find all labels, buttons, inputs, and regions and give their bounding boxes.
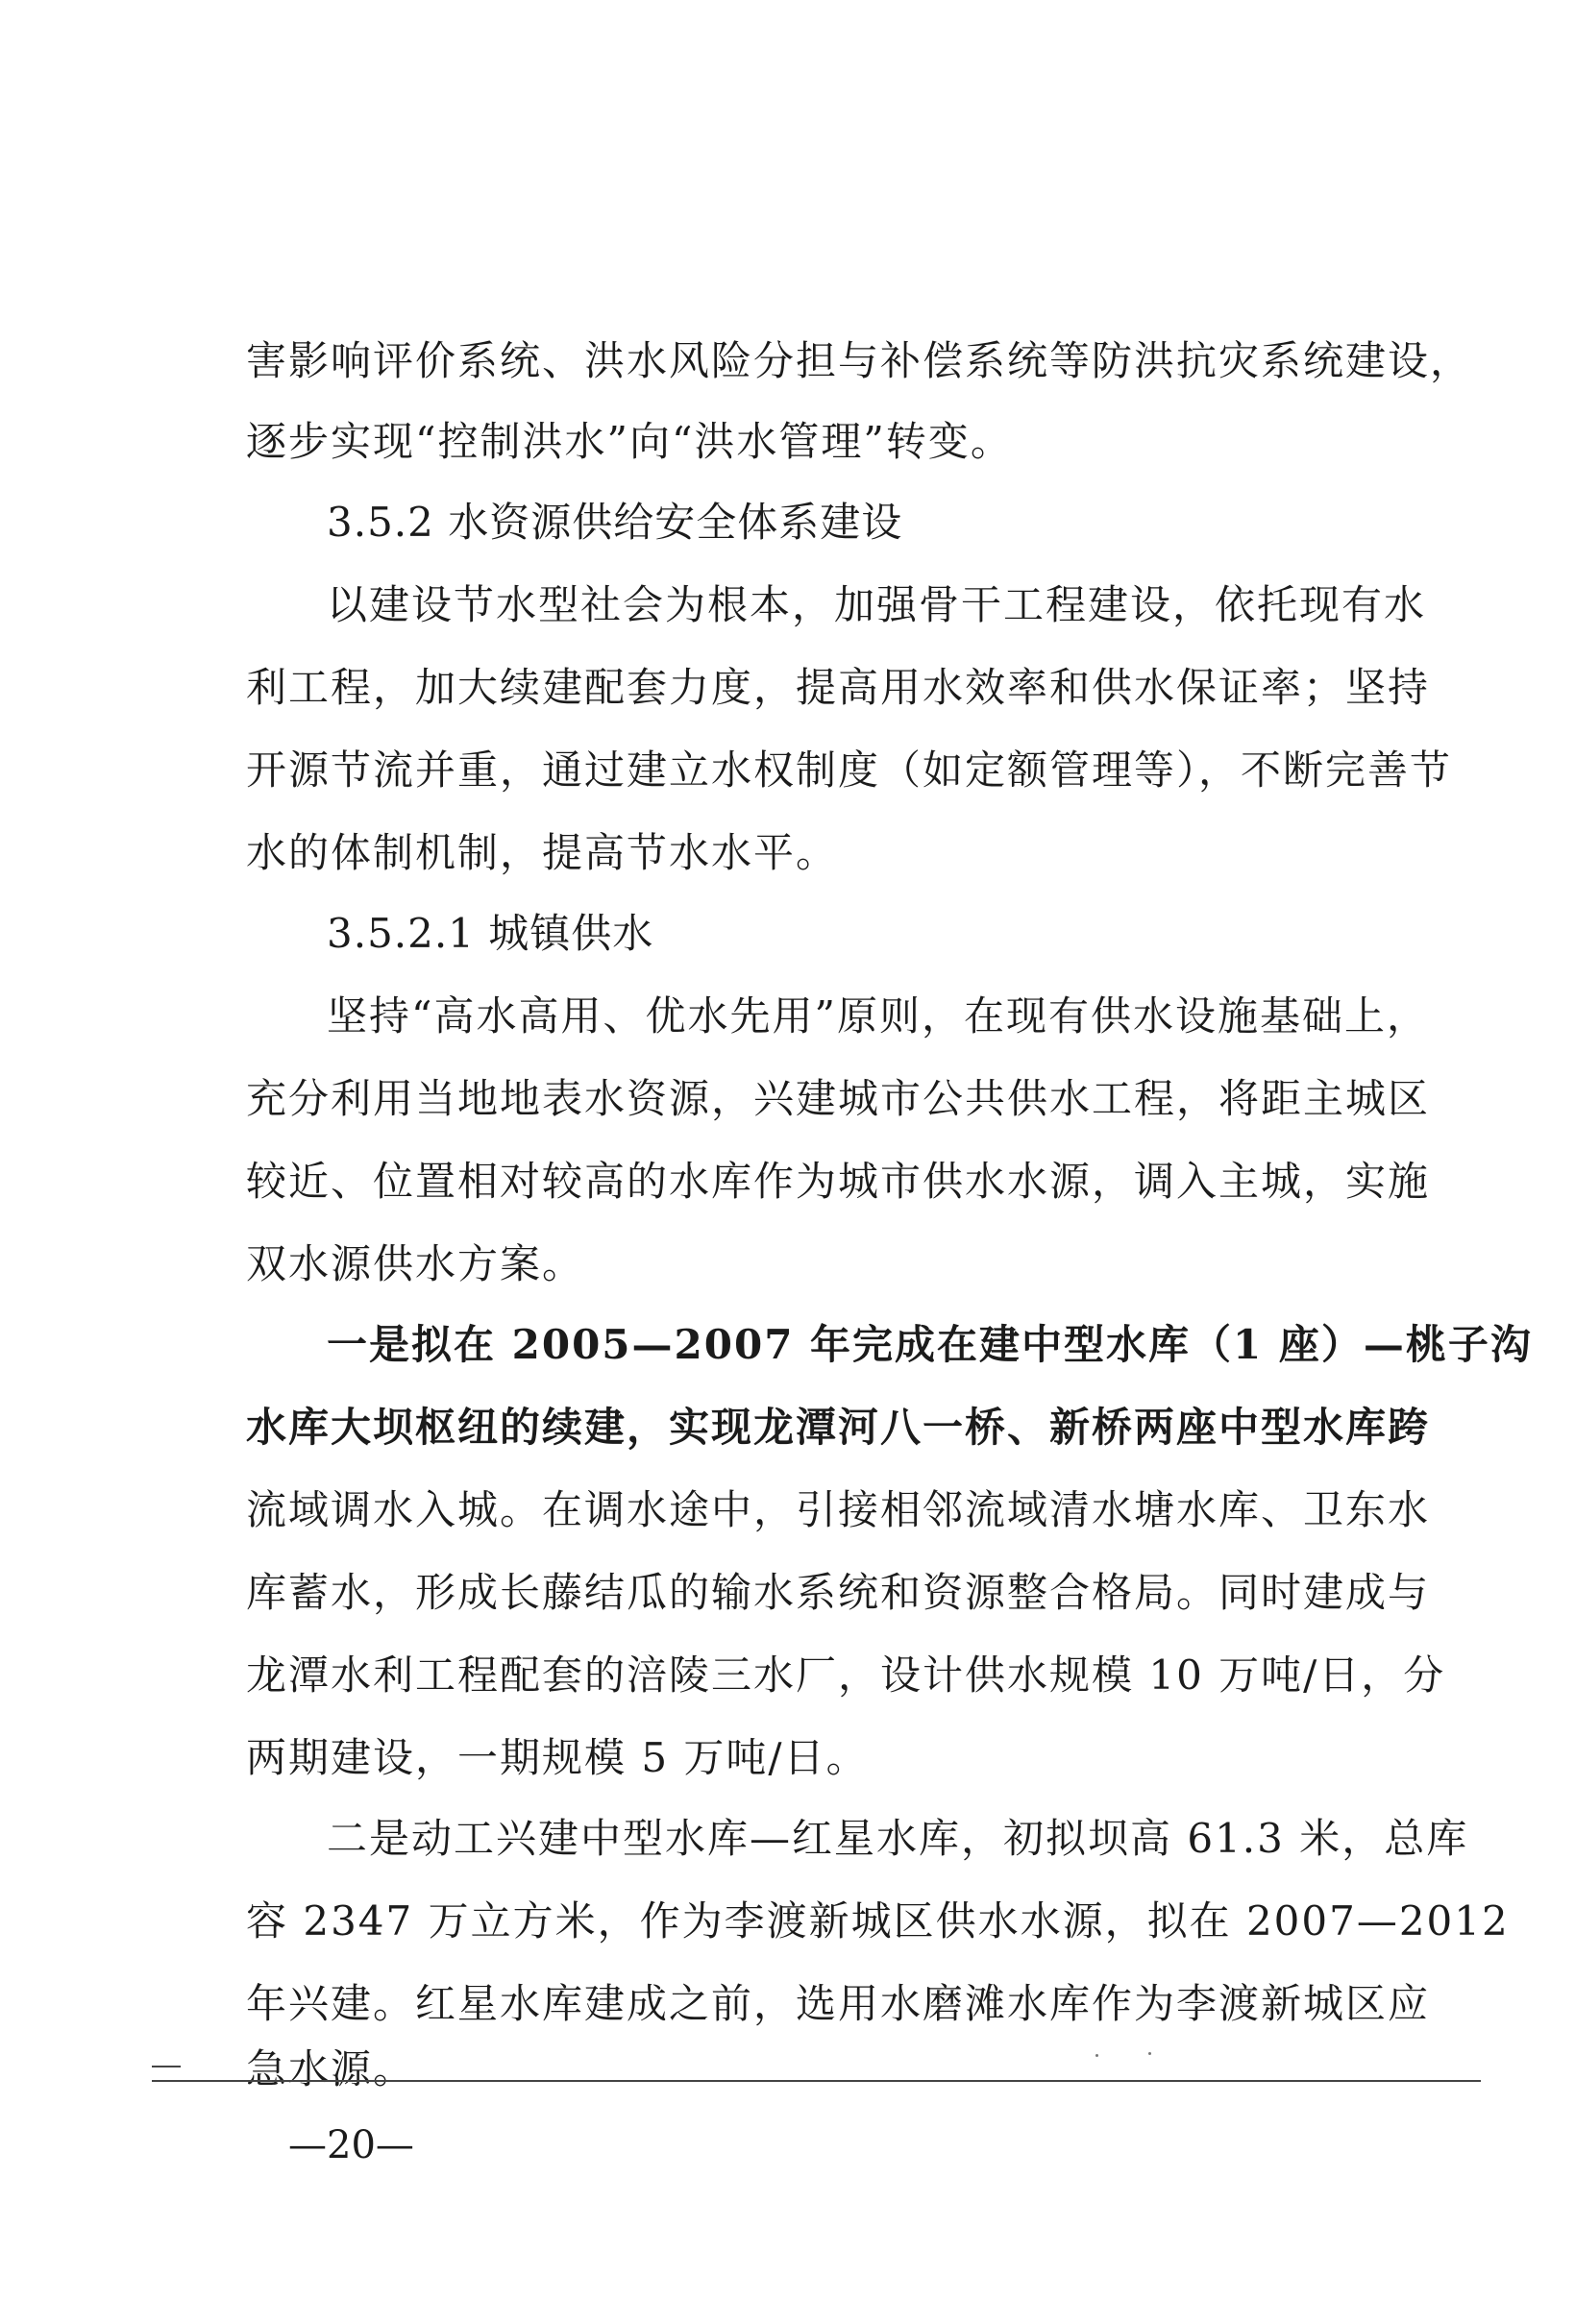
- footer-rule-tick: [152, 2066, 181, 2067]
- footer-rule: [152, 2080, 1481, 2082]
- paragraph-line: 较近、位置相对较高的水库作为城市供水水源，调入主城，实施: [246, 1158, 1431, 1205]
- paragraph-line: 害影响评价系统、洪水风险分担与补偿系统等防洪抗灾系统建设，: [246, 337, 1473, 384]
- paragraph-line: 容 2347 万立方米，作为李渡新城区供水水源，拟在 2007—2012: [246, 1897, 1510, 1945]
- page-number: —20—: [288, 2123, 414, 2167]
- paragraph-line: 一是拟在 2005—2007 年完成在建中型水库（1 座）—桃子沟: [327, 1321, 1533, 1368]
- paragraph-line: 水的体制机制，提高节水水平。: [246, 829, 839, 876]
- scan-speck: [1095, 2054, 1098, 2057]
- scan-speck: [1148, 2052, 1151, 2055]
- paragraph-line: 二是动工兴建中型水库—红星水库，初拟坝高 61.3 米，总库: [327, 1815, 1469, 1862]
- paragraph-line: 以建设节水型社会为根本，加强骨干工程建设，依托现有水: [327, 581, 1427, 628]
- paragraph-line: 水库大坝枢纽的续建，实现龙潭河八一桥、新桥两座中型水库跨: [246, 1404, 1431, 1451]
- paragraph-line: 逐步实现“控制洪水”向“洪水管理”转变。: [246, 418, 1013, 465]
- paragraph-line: 利工程，加大续建配套力度，提高用水效率和供水保证率；坚持: [246, 664, 1431, 711]
- paragraph-line: 两期建设，一期规模 5 万吨/日。: [246, 1734, 869, 1781]
- subsection-heading: 3.5.2.1 城镇供水: [327, 910, 654, 957]
- paragraph-line: 流域调水入城。在调水途中，引接相邻流域清水塘水库、卫东水: [246, 1486, 1431, 1533]
- paragraph-line: 龙潭水利工程配套的涪陵三水厂，设计供水规模 10 万吨/日，分: [246, 1651, 1446, 1699]
- section-heading: 3.5.2 水资源供给安全体系建设: [327, 499, 903, 546]
- paragraph-line: 坚持“高水高用、优水先用”原则，在现有供水设施基础上，: [327, 992, 1429, 1040]
- paragraph-line: 库蓄水，形成长藤结瓜的输水系统和资源整合格局。同时建成与: [246, 1569, 1431, 1616]
- paragraph-line: 年兴建。红星水库建成之前，选用水磨滩水库作为李渡新城区应: [246, 1980, 1431, 2027]
- paragraph-line: 急水源。: [246, 2045, 416, 2092]
- paragraph-line: 开源节流并重，通过建立水权制度（如定额管理等），不断完善节: [246, 746, 1453, 794]
- paragraph-line: 双水源供水方案。: [246, 1240, 585, 1287]
- paragraph-line: 充分利用当地地表水资源，兴建城市公共供水工程，将距主城区: [246, 1075, 1431, 1122]
